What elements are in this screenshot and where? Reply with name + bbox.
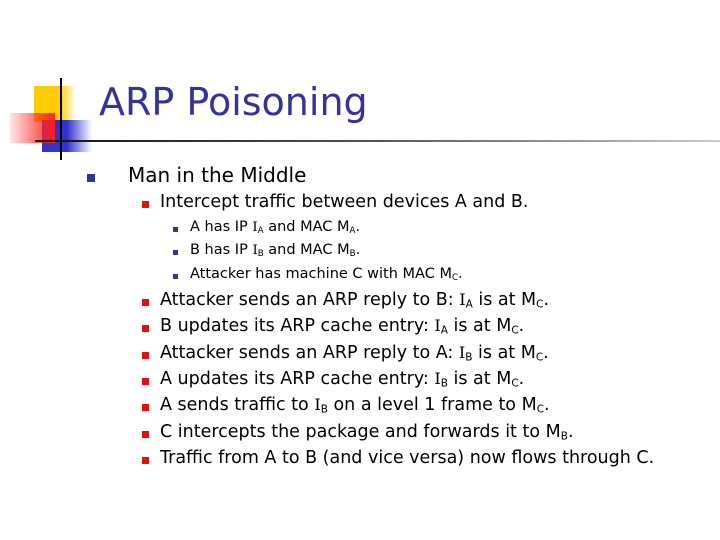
text-segment: Attacker sends an ARP reply to B: xyxy=(160,290,460,310)
subscript: C xyxy=(511,324,519,337)
bullet-item-level-3 xyxy=(190,242,360,259)
text-segment: C intercepts the package and forwards it to M xyxy=(160,422,561,442)
bullet-item-level-2 xyxy=(160,343,549,364)
text-segment: I xyxy=(434,369,441,388)
text-segment: . xyxy=(355,242,361,258)
bullet-icon xyxy=(142,457,149,464)
bullet-item-level-2 xyxy=(160,369,524,390)
text-segment: I xyxy=(314,395,321,414)
subscript: C xyxy=(535,351,544,364)
subscript: C xyxy=(511,377,519,390)
bullet-icon xyxy=(173,227,178,232)
bullet-icon xyxy=(142,325,149,332)
text-segment: . xyxy=(567,422,574,442)
text-segment: Man in the Middle xyxy=(128,163,307,187)
bullet-icon xyxy=(173,250,178,255)
text-segment: I xyxy=(252,220,258,235)
bullet-item-level-2 xyxy=(160,290,549,311)
text-segment: Intercept traffic between devices A and B. xyxy=(160,192,529,212)
text-segment: . xyxy=(518,369,525,389)
subscript: B xyxy=(349,249,356,260)
text-segment: B has IP xyxy=(190,242,253,258)
text-segment: A updates its ARP cache entry: xyxy=(160,369,435,389)
bullet-icon xyxy=(142,201,149,208)
subscript: A xyxy=(465,298,473,311)
bullet-icon xyxy=(142,378,149,385)
text-segment: Attacker has machine C with MAC M xyxy=(190,266,452,282)
text-segment: . xyxy=(544,395,550,415)
subscript: B xyxy=(465,351,473,364)
text-segment: A has IP xyxy=(190,219,253,235)
subscript: A xyxy=(440,324,448,337)
text-segment: is at M xyxy=(472,343,536,363)
text-segment: I xyxy=(252,243,258,258)
text-segment: is at M xyxy=(447,369,512,389)
text-segment: is at M xyxy=(447,316,512,336)
bullet-icon xyxy=(142,431,149,438)
text-segment: I xyxy=(434,316,441,335)
bullet-item-level-3 xyxy=(190,266,463,283)
text-segment: . xyxy=(518,316,525,336)
bullet-icon xyxy=(173,274,178,279)
bullet-item-level-2 xyxy=(160,395,550,416)
bullet-icon xyxy=(142,352,149,359)
text-segment: Traffic from A to B (and vice versa) now flows through C. xyxy=(160,448,655,468)
bullet-item-level-2 xyxy=(160,448,654,468)
bullet-icon xyxy=(87,174,95,182)
subscript: B xyxy=(560,430,568,443)
subscript: C xyxy=(536,298,544,311)
text-segment: . xyxy=(543,343,549,363)
text-segment: and MAC M xyxy=(263,219,350,235)
subscript: C xyxy=(451,273,459,284)
text-segment: A sends traffic to xyxy=(160,395,315,415)
bullet-icon xyxy=(142,404,149,411)
text-segment: B updates its ARP cache entry: xyxy=(160,316,435,336)
vertical-divider xyxy=(60,78,62,160)
slide-title: ARP Poisoning xyxy=(99,80,368,124)
logo-red-square xyxy=(10,113,55,143)
text-segment: and MAC M xyxy=(263,242,350,258)
text-segment: . xyxy=(355,219,361,235)
bullet-item-level-2 xyxy=(160,422,574,443)
text-segment: I xyxy=(459,290,466,309)
text-segment: I xyxy=(458,343,466,362)
bullet-icon xyxy=(142,299,149,306)
subscript: C xyxy=(536,403,545,416)
bullet-item-level-2 xyxy=(160,192,528,212)
subscript: A xyxy=(349,226,356,237)
bullet-item-level-2 xyxy=(160,316,524,337)
text-segment: on a level 1 frame to M xyxy=(327,395,537,415)
text-segment: Attacker sends an ARP reply to A: xyxy=(160,343,459,363)
text-segment: is at M xyxy=(472,290,537,310)
text-segment: . xyxy=(543,290,550,310)
text-segment: . xyxy=(458,266,463,282)
title-underline xyxy=(35,140,720,142)
subscript: B xyxy=(320,403,328,416)
subscript: B xyxy=(257,249,264,260)
subscript: A xyxy=(257,226,264,237)
bullet-item-level-3 xyxy=(190,219,360,236)
subscript: B xyxy=(440,377,448,390)
bullet-item-level-1 xyxy=(128,163,306,187)
